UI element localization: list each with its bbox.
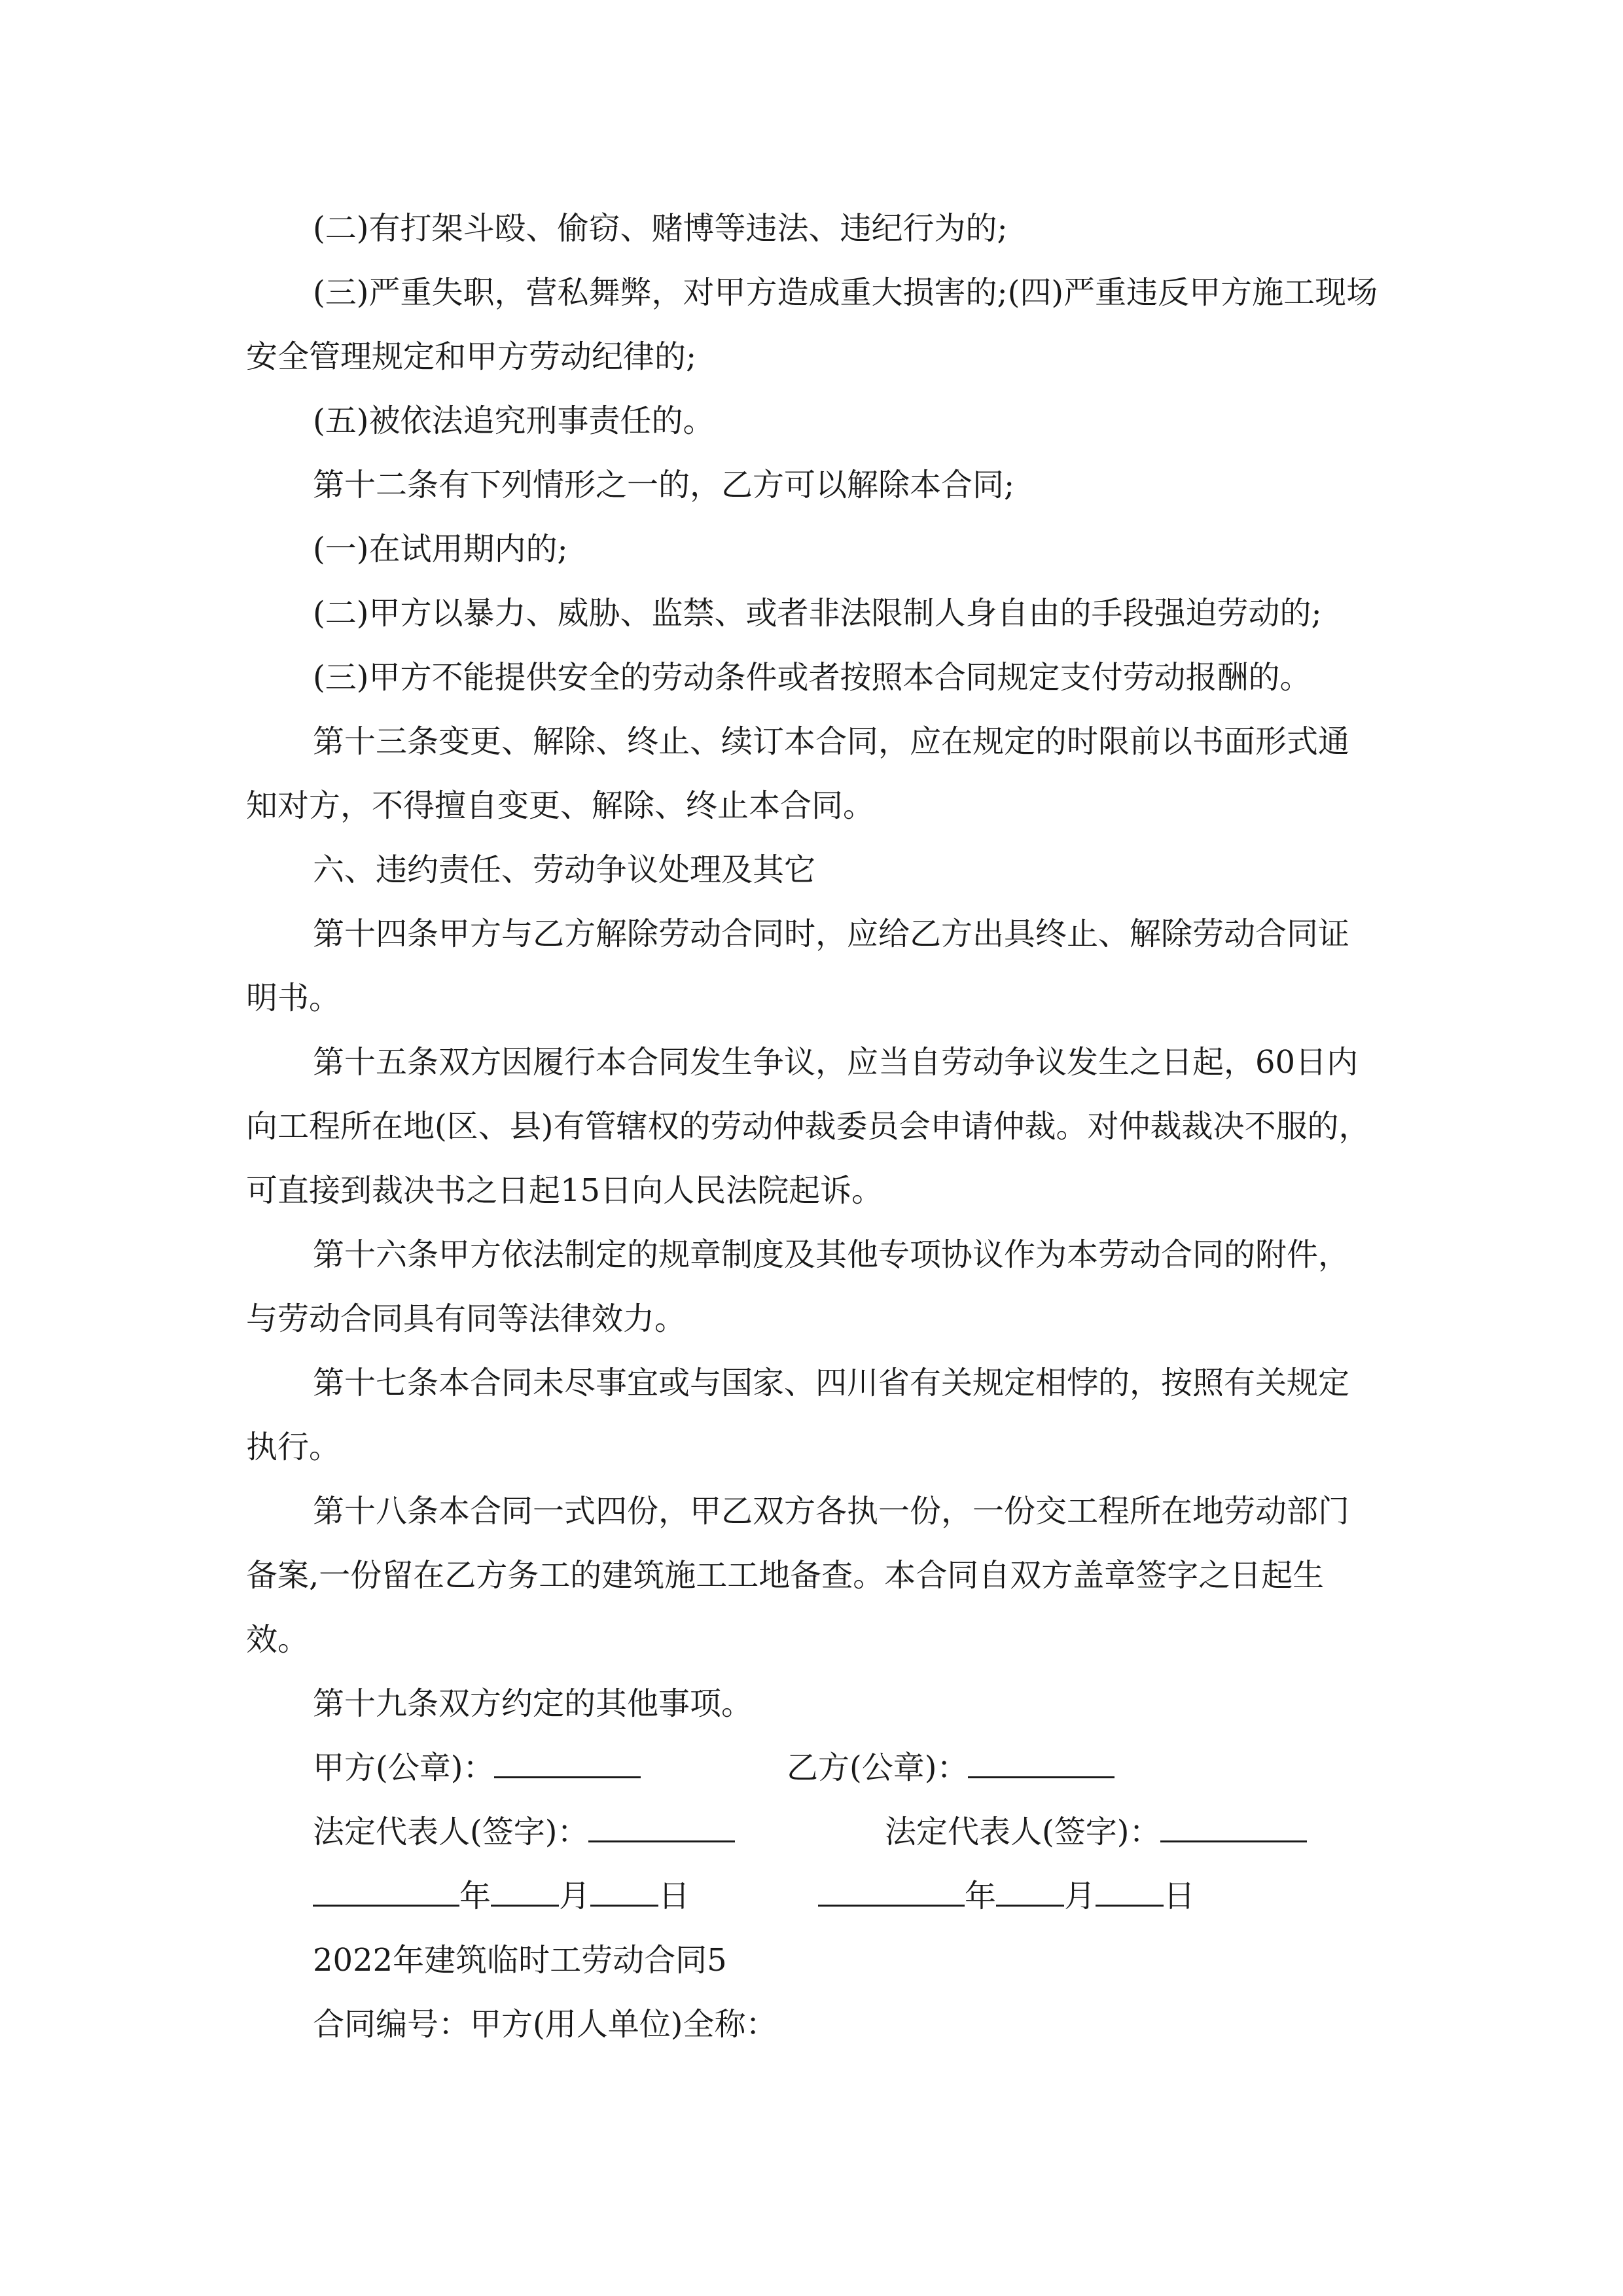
signature-row-seal	[246, 1736, 1378, 1800]
paragraph-clause-17: 第十七条本合同未尽事宜或与国家、四川省有关规定相悖的，按照有关规定执行。	[246, 1365, 1350, 1465]
paragraph-clause-11-5: (五)被依法追究刑事责任的。	[313, 403, 715, 439]
party-a-year-label: 年	[459, 1878, 491, 1914]
paragraph-clause-14: 第十四条甲方与乙方解除劳动合同时，应给乙方出具终止、解除劳动合同证明书。	[246, 916, 1350, 1016]
paragraph-clause-18: 第十八条本合同一式四份，甲乙双方各执一份，一份交工程所在地劳动部门备案,一份留在乙方务工的建筑施工工地备查。本合同自双方盖章签字之日起生效。	[246, 1493, 1350, 1658]
party-a-year-blank	[313, 1868, 459, 1907]
signature-row-date	[246, 1864, 1378, 1928]
paragraph-clause-12-1: (一)在试用期内的;	[313, 531, 568, 567]
party-a-day-blank	[590, 1868, 658, 1907]
party-a-month-label: 月	[559, 1878, 591, 1914]
party-a-rep-label: 法定代表人(签字)：	[313, 1814, 589, 1850]
party-b-day-blank	[1096, 1868, 1164, 1907]
section-heading-6: 六、违约责任、劳动争议处理及其它	[313, 852, 816, 888]
party-b-rep-label: 法定代表人(签字)：	[885, 1814, 1161, 1850]
party-b-month-label: 月	[1064, 1878, 1096, 1914]
next-contract-title: 2022年建筑临时工劳动合同5	[313, 1942, 727, 1979]
paragraph-clause-12-2: (二)甲方以暴力、威胁、监禁、或者非法限制人身自由的手段强迫劳动的;	[313, 595, 1322, 632]
party-b-month-blank	[996, 1868, 1064, 1907]
party-b-seal-blank	[968, 1740, 1115, 1778]
contract-number-line: 合同编号：甲方(用人单位)全称：	[313, 2006, 777, 2043]
party-b-rep	[885, 1800, 1307, 1864]
party-b-day-label: 日	[1164, 1878, 1196, 1914]
paragraph-clause-12: 第十二条有下列情形之一的，乙方可以解除本合同;	[313, 467, 1015, 503]
party-b-date	[818, 1864, 1195, 1928]
paragraph-clause-16: 第十六条甲方依法制定的规章制度及其他专项协议作为本劳动合同的附件，与劳动合同具有同等法律效力。	[246, 1236, 1350, 1337]
party-a-seal	[313, 1736, 641, 1800]
paragraph-clause-12-3: (三)甲方不能提供安全的劳动条件或者按照本合同规定支付劳动报酬的。	[313, 659, 1311, 696]
paragraph-clause-11-3-4: (三)严重失职，营私舞弊，对甲方造成重大损害的;(四)严重违反甲方施工现场安全管理规定和甲方劳动纪律的;	[246, 274, 1378, 375]
party-a-day-label: 日	[658, 1878, 690, 1914]
signature-row-representative	[246, 1800, 1378, 1864]
party-a-month-blank	[491, 1868, 559, 1907]
party-b-seal	[787, 1736, 1115, 1800]
party-a-rep-blank	[588, 1804, 735, 1842]
paragraph-clause-19: 第十九条双方约定的其他事项。	[313, 1685, 753, 1722]
party-a-rep	[313, 1800, 735, 1864]
document-body	[246, 196, 1378, 2056]
party-a-date	[313, 1864, 690, 1928]
paragraph-clause-11-2: (二)有打架斗殴、偷窃、赌博等违法、违纪行为的;	[313, 210, 1008, 247]
party-b-rep-blank	[1160, 1804, 1307, 1842]
party-a-seal-label: 甲方(公章)：	[313, 1749, 495, 1786]
party-b-seal-label: 乙方(公章)：	[787, 1749, 969, 1786]
party-b-year-blank	[818, 1868, 965, 1907]
party-a-seal-blank	[494, 1740, 641, 1778]
paragraph-clause-15: 第十五条双方因履行本合同发生争议，应当自劳动争议发生之日起，60日内向工程所在地(区、县)有管辖权的劳动仲裁委员会申请仲裁。对仲裁裁决不服的，可直接到裁决书之日起15日向人民法院起诉。	[246, 1044, 1370, 1209]
paragraph-clause-13: 第十三条变更、解除、终止、续订本合同，应在规定的时限前以书面形式通知对方，不得擅自变更、解除、终止本合同。	[246, 723, 1350, 824]
party-b-year-label: 年	[965, 1878, 997, 1914]
